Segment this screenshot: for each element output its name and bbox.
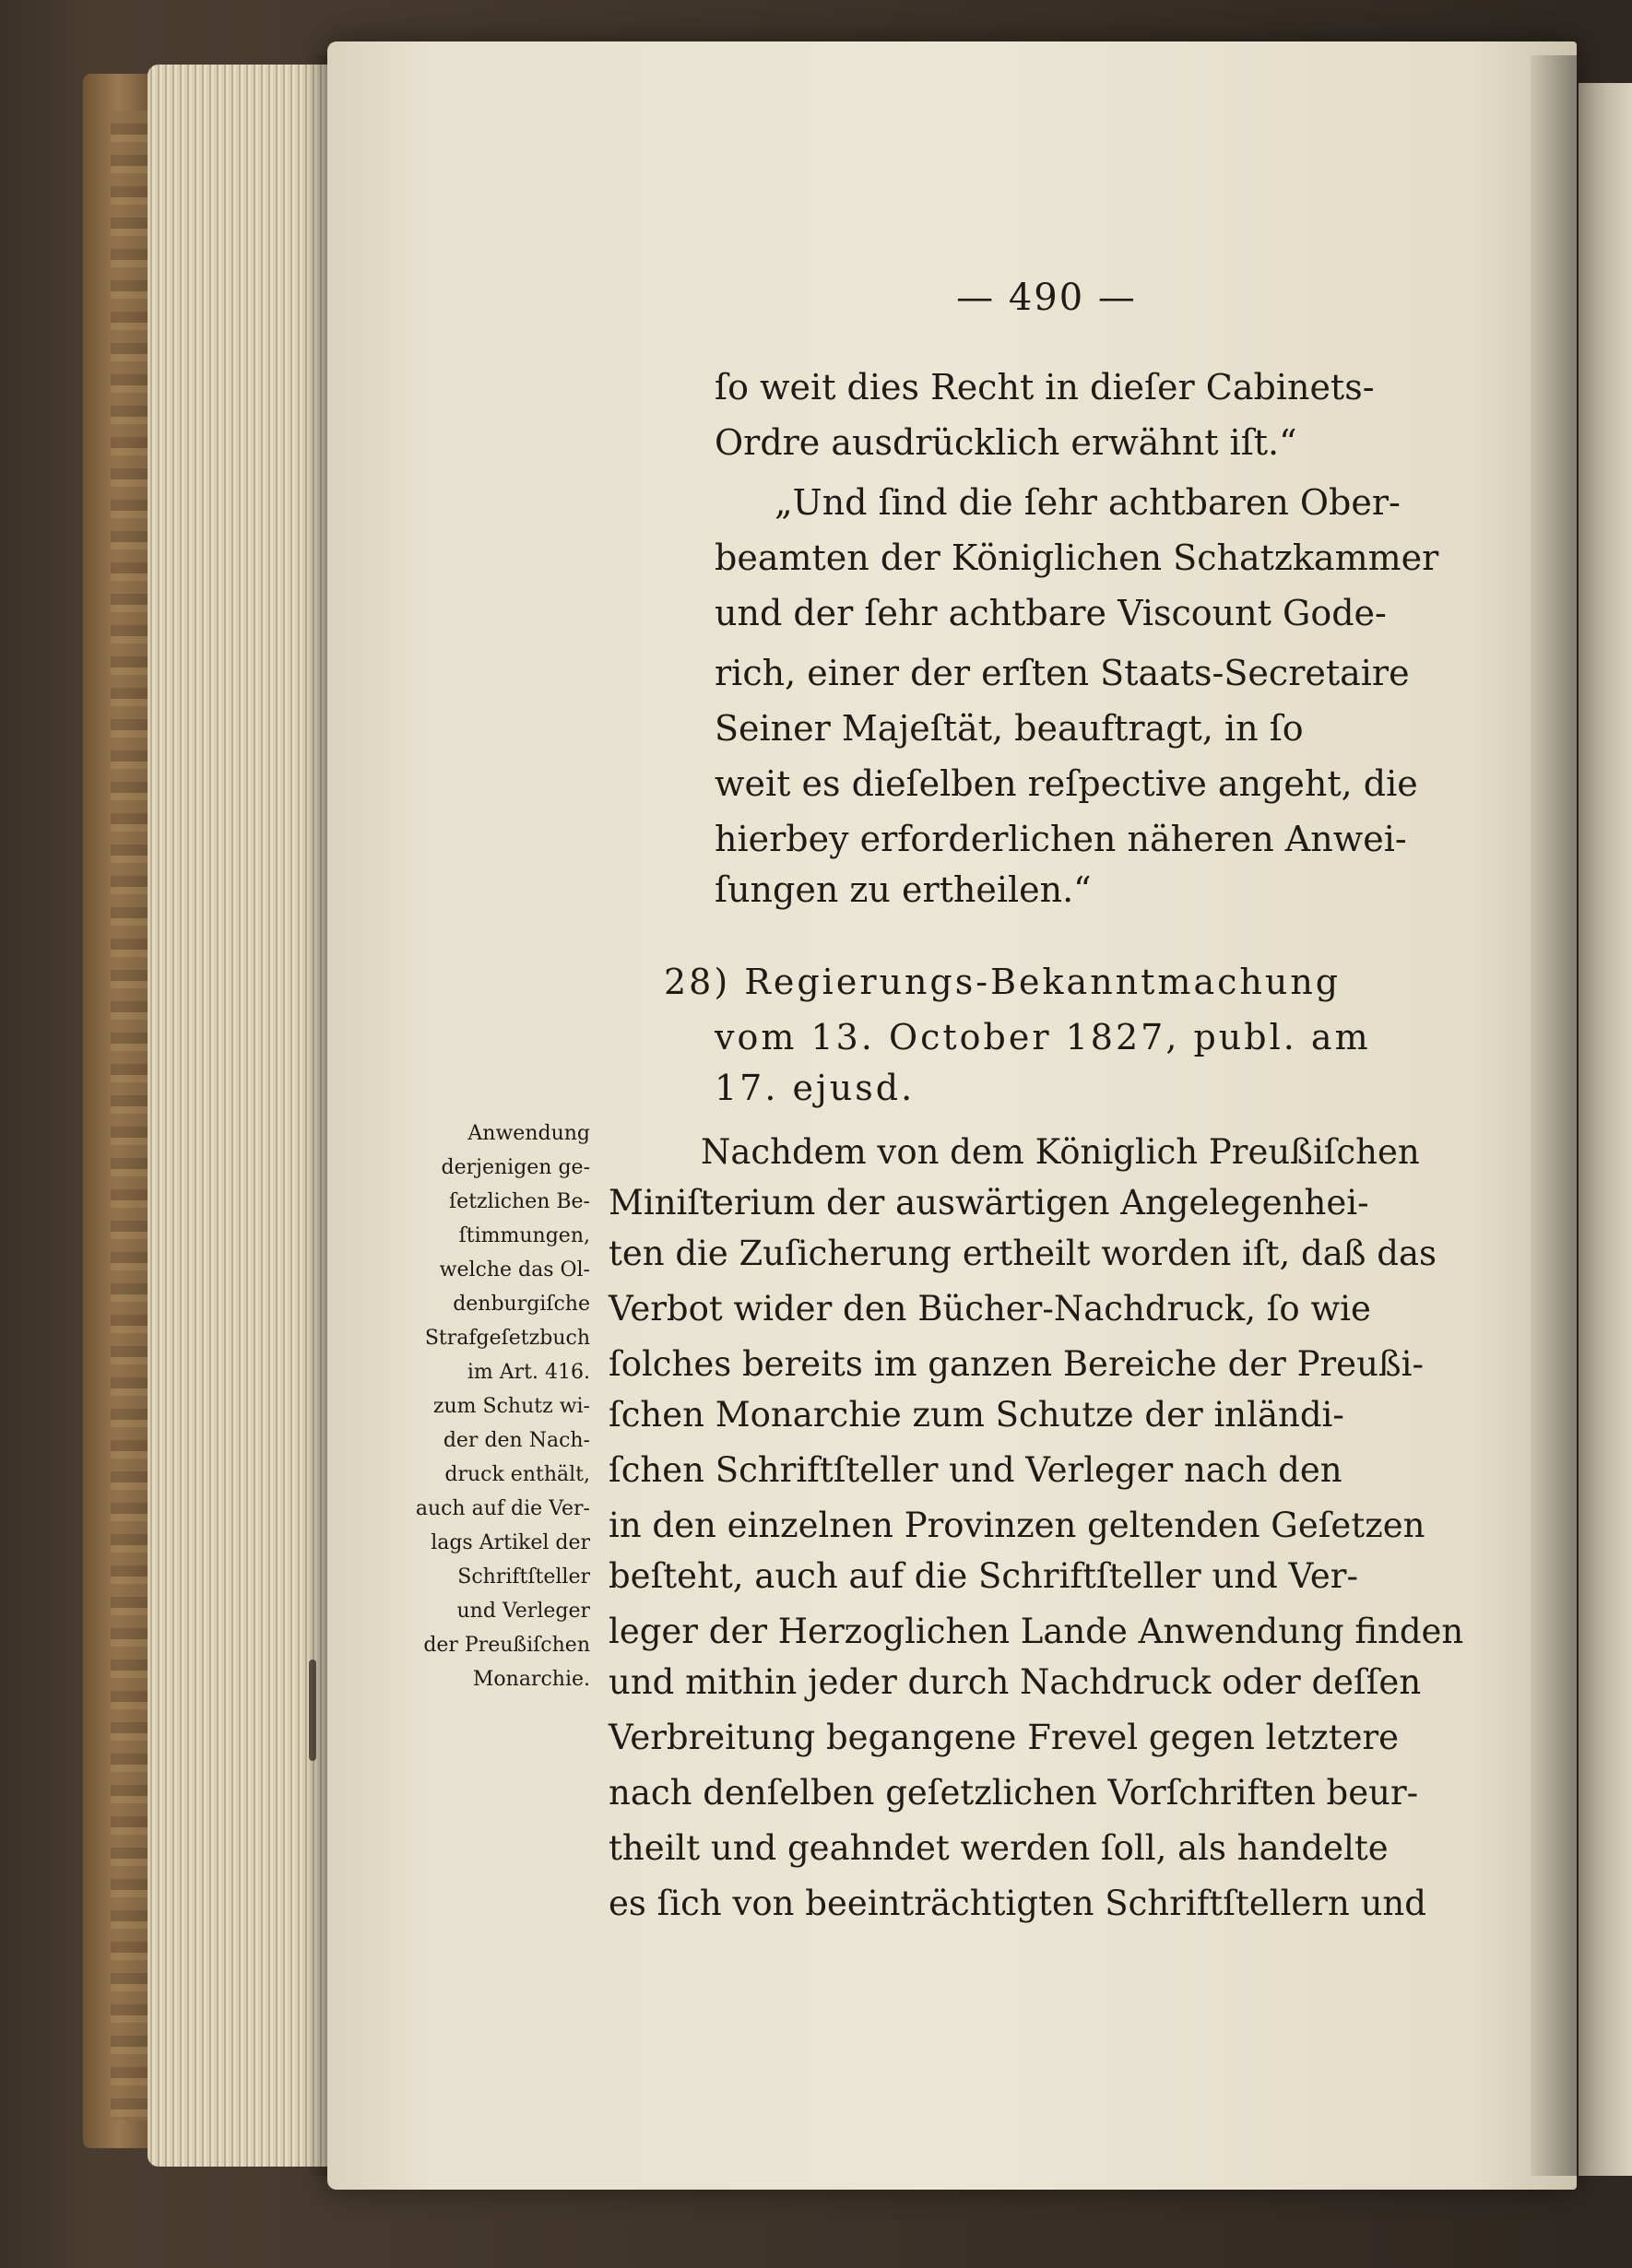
- margin-note-line: und Verleger: [456, 1600, 590, 1623]
- margin-note-line: zum Schutz wi-: [432, 1395, 590, 1418]
- margin-note-line: lags Artikel der: [431, 1531, 590, 1554]
- text-line: Ordre ausdrücklich erwähnt iſt.“: [715, 422, 1297, 463]
- text-line: beamten der Königlichen Schatzkammer: [715, 537, 1439, 578]
- text-line: ſchen Monarchie zum Schutze der inländi-: [609, 1395, 1344, 1435]
- margin-note-line: der Preußiſchen: [423, 1634, 590, 1657]
- margin-note-line: im Art. 416.: [467, 1361, 590, 1384]
- margin-note-line: welche das Ol-: [439, 1258, 590, 1282]
- margin-note-line: druck enthält,: [444, 1463, 590, 1486]
- binding-mark: [309, 1660, 316, 1761]
- cover-texture: [111, 111, 148, 2120]
- text-line: und der ſehr achtbare Viscount Gode-: [715, 593, 1387, 633]
- text-line: theilt und geahndet werden ſoll, als handelte: [609, 1828, 1389, 1868]
- margin-note-line: ſtimmungen,: [458, 1224, 590, 1247]
- text-line: in den einzelnen Provinzen geltenden Geſetzen: [609, 1506, 1425, 1545]
- margin-note-line: Strafgeſetzbuch: [424, 1327, 590, 1350]
- margin-note-line: denburgiſche: [453, 1293, 590, 1316]
- text-line: Seiner Majeſtät, beauftragt, in ſo: [715, 708, 1304, 749]
- page-number: — 490 —: [956, 277, 1137, 319]
- text-line: leger der Herzoglichen Lande Anwendung finden: [609, 1612, 1464, 1651]
- text-line: „Und ſind die ſehr achtbaren Ober-: [775, 482, 1401, 523]
- text-line: ſo weit dies Recht in dieſer Cabinets-: [715, 367, 1375, 408]
- section-heading: 17. ejusd.: [715, 1068, 916, 1108]
- text-line: hierbey erforderlichen näheren Anwei-: [715, 819, 1407, 859]
- text-line: ten die Zuſicherung ertheilt worden iſt, daß das: [609, 1234, 1437, 1273]
- text-line: Nachdem von dem Königlich Preußiſchen: [701, 1132, 1420, 1172]
- margin-note-line: auch auf die Ver-: [415, 1497, 590, 1520]
- text-line: und mithin jeder durch Nachdruck oder deſſen: [609, 1662, 1422, 1702]
- page-gutter: [1531, 55, 1577, 2176]
- margin-note-line: ſetzlichen Be-: [449, 1190, 590, 1213]
- margin-note-line: der den Nach-: [443, 1429, 590, 1452]
- text-line: weit es dieſelben reſpective angeht, die: [715, 763, 1418, 804]
- facing-page-edge: [1579, 83, 1632, 2176]
- section-heading: 28) Regierungs-Bekanntmachung: [664, 962, 1342, 1002]
- text-line: ſchen Schriftſteller und Verleger nach den: [609, 1450, 1342, 1490]
- text-line: Verbreitung begangene Frevel gegen letztere: [609, 1718, 1400, 1757]
- section-heading: vom 13. October 1827, publ. am: [715, 1017, 1371, 1057]
- text-line: Verbot wider den Bücher-Nachdruck, ſo wie: [609, 1289, 1371, 1329]
- text-line: ſungen zu ertheilen.“: [715, 869, 1092, 910]
- margin-note-line: Anwendung: [467, 1122, 590, 1145]
- text-line: rich, einer der erſten Staats-Secretaire: [715, 653, 1410, 693]
- text-line: beſteht, auch auf die Schriftſteller und Ver-: [609, 1556, 1358, 1596]
- margin-note-line: Schriftſteller: [457, 1565, 590, 1589]
- margin-note-line: derjenigen ge-: [441, 1156, 590, 1179]
- text-line: nach denſelben geſetzlichen Vorſchriften beur-: [609, 1773, 1419, 1813]
- text-line: es ſich von beeinträchtigten Schriftſtellern und: [609, 1884, 1426, 1923]
- text-line: ſolches bereits im ganzen Bereiche der Preußi-: [609, 1344, 1424, 1384]
- margin-note-line: Monarchie.: [472, 1668, 590, 1691]
- text-line: Miniſterium der auswärtigen Angelegenhei-: [609, 1183, 1369, 1223]
